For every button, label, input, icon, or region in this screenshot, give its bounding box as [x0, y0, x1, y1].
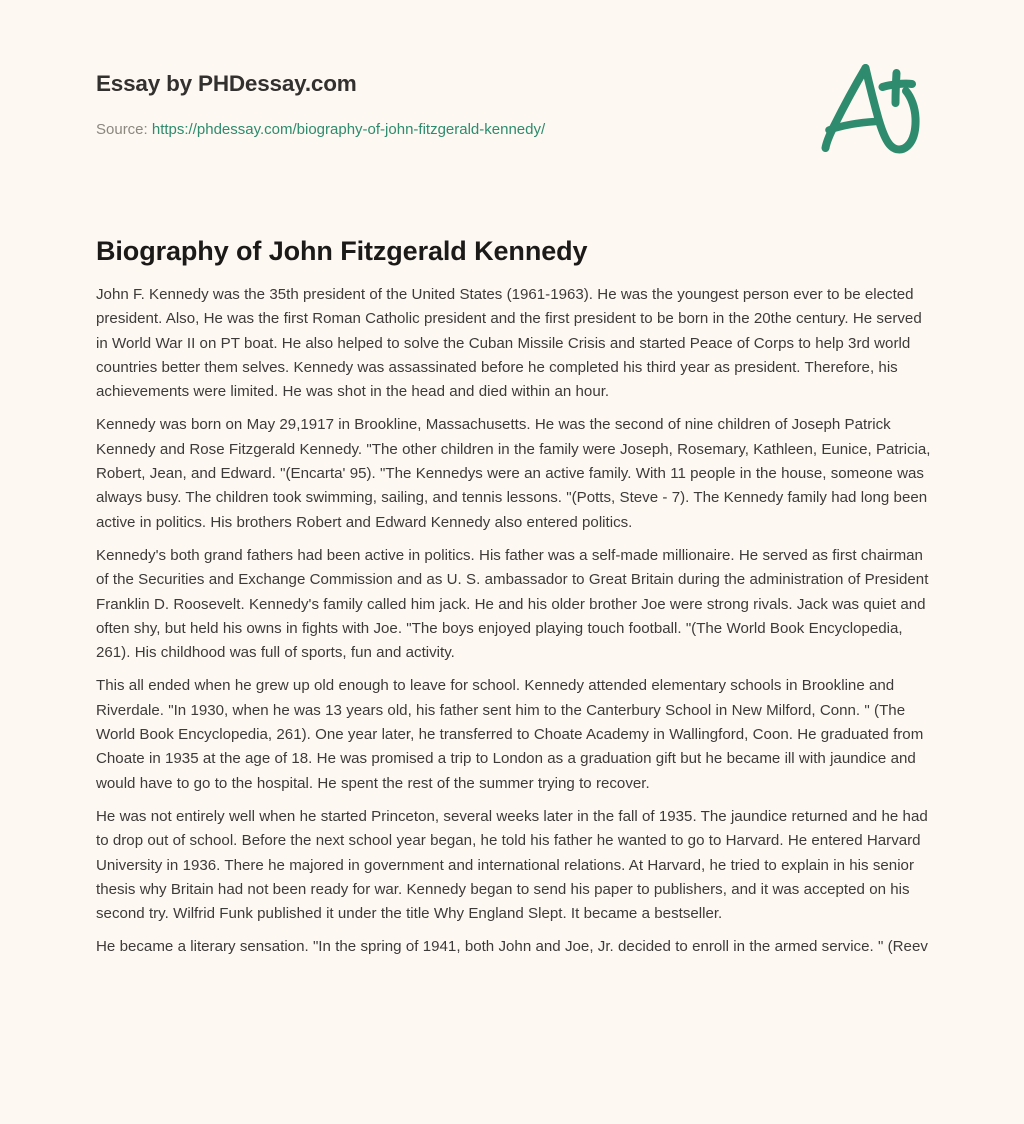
document-header: [0, 0, 1024, 190]
essay-paragraph: He was not entirely well when he started Princeton, several weeks later in the fall of 1935. The jaundice returned and he had to drop out of school. Before the next school year began, he told his father he wanted to go to Harvard. He entered Harvard University in 1936. There he majored in government and international relations. At Harvard, he tried to explain in his senior thesis why Britain had not been ready for war. Kennedy began to send his paper to publishers, and it was accepted on his second try. Wilfrid Funk published it under the title Why England Slept. It became a bestseller.: [96, 807, 928, 923]
a-plus-logo: [806, 52, 938, 164]
essay-paragraph: John F. Kennedy was the 35th president of the United States (1961-1963). He was the youngest person ever to be elected president. Also, He was the first Roman Catholic president and the first president to be born in the 20the century. He served in World War II on PT boat. He also helped to solve the Cuban Missile Crisis and started Peace of Corps to help 3rd world countries better them selves. Kennedy was assassinated before he completed his third year as president. Therefore, his achievements were limited. He was shot in the head and died within an hour.: [96, 286, 922, 401]
brand-title: Essay by PHDessay.com: [96, 71, 357, 96]
source-label: Source:: [96, 121, 148, 138]
essay-paragraph: Kennedy's both grand fathers had been active in politics. His father was a self-made millionaire. He served as first chairman of the Securities and Exchange Commission and as U. S. ambassador to Great Britain during the administration of President Franklin D. Roosevelt. Kennedy's family called him jack. He and his older brother Joe were strong rivals. Jack was quiet and often shy, but held his owns in fights with Joe. "The boys enjoyed playing touch football. "(The World Book Encyclopedia, 261). His childhood was full of sports, fun and activity.: [96, 546, 929, 662]
source-url-link[interactable]: https://phdessay.com/biography-of-john-fitzgerald-kennedy/: [151, 121, 546, 138]
source-line: [96, 120, 545, 140]
page-title: Biography of John Fitzgerald Kennedy: [96, 236, 588, 267]
essay-paragraph: Kennedy was born on May 29,1917 in Brookline, Massachusetts. He was the second of nine children of Joseph Patrick Kennedy and Rose Fitzgerald Kennedy. "The other children in the family were Joseph, Rosemary, Kathleen, Eunice, Patricia, Robert, Jean, and Edward. "(Encarta' 95). "The Kennedys were an active family. With 11 people in the house, someone was always busy. The children took swimming, sailing, and tennis lessons. "(Potts, Steve - 7). The Kennedy family had long been active in politics. His brothers Robert and Edward Kennedy also entered politics.: [96, 416, 931, 531]
essay-body: [96, 283, 934, 960]
essay-paragraph: This all ended when he grew up old enough to leave for school. Kennedy attended elementary schools in Brookline and Riverdale. "In 1930, when he was 13 years old, his father sent him to the Canterbury School in New Milford, Conn. " (The World Book Encyclopedia, 261). One year later, he transferred to Choate Academy in Wallingford, Coon. He graduated from Choate in 1935 at the age of 18. He was promised a trip to London as a graduation gift but he became ill with jaundice and would have to go to the hospital. He spent the rest of the summer trying to recover.: [96, 677, 924, 792]
essay-paragraph: He became a literary sensation. "In the spring of 1941, both John and Joe, Jr. decided to enroll in the armed service. " (Reev: [96, 938, 928, 956]
a-plus-logo-icon: [806, 52, 938, 164]
